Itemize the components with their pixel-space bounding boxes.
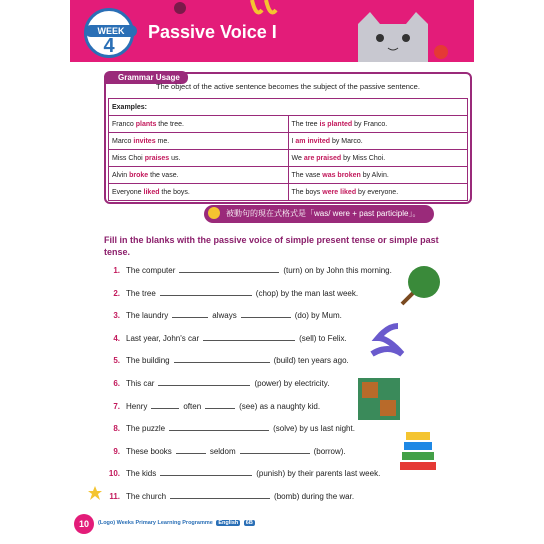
- example-row: [109, 184, 468, 201]
- question-number: 4.: [113, 333, 120, 343]
- answer-blank[interactable]: [151, 398, 179, 409]
- active-sentence: [109, 184, 289, 201]
- question-text: (bomb) during the war.: [274, 492, 355, 501]
- sentence-text: The vase: [291, 171, 323, 179]
- question-row: [104, 262, 392, 276]
- question-text: (see) as a naughty kid.: [239, 401, 321, 411]
- question-row: [104, 375, 329, 389]
- verb-highlight: liked: [143, 188, 160, 196]
- tip-text: 被動句的現在式格式是「was/ were + past participle」。: [226, 209, 421, 218]
- question-text: The kids: [126, 469, 157, 479]
- passive-sentence: [288, 150, 468, 167]
- question-number: 7.: [113, 401, 120, 411]
- series-logo: (Logo): [98, 520, 116, 526]
- question-text: (do) by Mum.: [294, 311, 342, 321]
- question-row: [104, 330, 347, 344]
- sentence-text: by Alvin.: [360, 171, 389, 179]
- star-icon: [88, 486, 102, 500]
- claw-icon: [248, 0, 278, 24]
- question-text: (sell) to Felix.: [299, 333, 347, 343]
- question-text: (power) by electricity.: [254, 379, 330, 388]
- question-text: (borrow).: [313, 446, 346, 456]
- example-row: [109, 167, 468, 184]
- grammar-description: The object of the active sentence becomes the subject of the passive sentence.: [156, 82, 420, 91]
- question-number: 3.: [113, 311, 120, 321]
- verb-highlight: are praised: [303, 154, 342, 162]
- sentence-text: by Franco.: [352, 120, 388, 128]
- grammar-usage-tab: Grammar Usage: [104, 71, 188, 84]
- page-title: Passive Voice I: [148, 22, 277, 42]
- exercise-instruction: Fill in the blanks with the passive voice of simple present tense or simple past tense.: [104, 235, 439, 257]
- footer-series: [98, 520, 255, 526]
- question-number: 11.: [109, 492, 120, 501]
- sentence-text: us.: [169, 154, 181, 162]
- question-text: seldom: [209, 446, 236, 456]
- answer-blank[interactable]: [176, 443, 206, 454]
- grammar-usage-box: [104, 72, 472, 204]
- passive-sentence: [288, 167, 468, 184]
- answer-blank[interactable]: [172, 307, 208, 318]
- active-sentence: [109, 133, 289, 150]
- sentence-text: Franco: [112, 120, 136, 128]
- question-number: 10.: [108, 469, 120, 479]
- sentence-text: Everyone: [112, 188, 144, 196]
- question-number: 1.: [113, 266, 120, 275]
- passive-sentence: [288, 133, 468, 150]
- example-row: [109, 150, 468, 167]
- verb-highlight: plants: [135, 120, 157, 128]
- sentence-text: I: [291, 137, 296, 145]
- week-badge: [84, 8, 134, 58]
- example-row: [109, 116, 468, 133]
- question-text: (turn) on by John this morning.: [283, 266, 392, 275]
- subject-tag: English: [218, 520, 239, 526]
- examples-label: Examples:: [109, 99, 468, 116]
- sentence-text: The tree: [291, 120, 320, 128]
- week-number: 4: [103, 35, 115, 57]
- sentence-text: Marco: [112, 137, 134, 145]
- verb-highlight: was broken: [322, 171, 361, 179]
- sentence-text: the vase.: [148, 171, 179, 179]
- answer-blank[interactable]: [160, 285, 252, 296]
- question-row: [104, 307, 342, 321]
- tree-icon: [394, 262, 444, 306]
- answer-blank[interactable]: [179, 262, 279, 273]
- answer-blank[interactable]: [174, 352, 270, 363]
- answer-blank[interactable]: [203, 330, 295, 341]
- question-text: This car: [126, 379, 155, 388]
- sentence-text: Alvin: [112, 171, 130, 179]
- snake-icon: [368, 318, 408, 358]
- week-label: WEEK: [85, 25, 137, 37]
- question-text: (chop) by the man last week.: [255, 288, 359, 298]
- question-row: [104, 443, 346, 457]
- active-sentence: [109, 167, 289, 184]
- question-text: The building: [126, 356, 170, 366]
- examples-table: [108, 98, 468, 201]
- verb-highlight: praises: [144, 154, 170, 162]
- books-icon: [398, 428, 440, 474]
- question-row: [104, 352, 349, 366]
- sentence-text: the boys.: [159, 188, 190, 196]
- question-row: [104, 465, 380, 479]
- answer-blank[interactable]: [240, 443, 310, 454]
- sentence-text: by Marco.: [330, 137, 363, 145]
- sentence-text: by Miss Choi.: [341, 154, 386, 162]
- sentence-text: We: [291, 154, 304, 162]
- answer-blank[interactable]: [169, 420, 269, 431]
- sentence-text: me.: [155, 137, 170, 145]
- answer-blank[interactable]: [241, 307, 291, 318]
- worksheet-page: [70, 0, 474, 544]
- question-text: Last year, John's car: [126, 333, 200, 343]
- active-sentence: [109, 116, 289, 133]
- answer-blank[interactable]: [170, 488, 270, 499]
- question-row: [104, 398, 320, 412]
- verb-highlight: is planted: [319, 120, 353, 128]
- question-number: 5.: [113, 356, 120, 366]
- page-footer: [74, 514, 314, 534]
- question-text: Henry: [126, 401, 148, 411]
- sentence-text: the tree.: [156, 120, 184, 128]
- apple-icon: [432, 42, 450, 60]
- question-number: 6.: [113, 379, 120, 388]
- passive-sentence: [288, 116, 468, 133]
- cat-icon: [348, 10, 438, 62]
- question-text: The puzzle: [126, 424, 166, 434]
- question-number: 9.: [113, 446, 120, 456]
- answer-blank[interactable]: [158, 375, 250, 386]
- question-text: The laundry: [126, 311, 169, 321]
- question-text: (punish) by their parents last week.: [256, 469, 381, 479]
- answer-blank[interactable]: [160, 465, 252, 476]
- verb-highlight: broke: [129, 171, 149, 179]
- page-number: 10: [74, 514, 94, 534]
- example-row: [109, 133, 468, 150]
- verb-highlight: am invited: [295, 137, 331, 145]
- question-text: These books: [126, 446, 172, 456]
- question-row: [104, 420, 355, 434]
- grammar-tip: [204, 205, 434, 223]
- series-name: Weeks Primary Learning Programme: [116, 520, 213, 526]
- question-text: (build) ten years ago.: [273, 356, 349, 366]
- question-row: [104, 285, 358, 299]
- question-text: always: [212, 311, 237, 321]
- question-number: 2.: [113, 288, 120, 298]
- question-text: The tree: [126, 288, 156, 298]
- question-number: 8.: [113, 424, 120, 434]
- lightbulb-icon: [208, 207, 220, 219]
- sentence-text: The boys: [291, 188, 323, 196]
- answer-blank[interactable]: [205, 398, 235, 409]
- grade-tag: 6B: [245, 520, 253, 526]
- gear-icon: [170, 0, 190, 20]
- page-header: [70, 0, 474, 62]
- passive-sentence: [288, 184, 468, 201]
- question-text: The computer: [126, 266, 176, 275]
- sentence-text: Miss Choi: [112, 154, 145, 162]
- verb-highlight: were liked: [322, 188, 357, 196]
- question-text: The church: [126, 492, 167, 501]
- active-sentence: [109, 150, 289, 167]
- question-row: [104, 488, 354, 502]
- question-text: (solve) by us last night.: [273, 424, 355, 434]
- sentence-text: by everyone.: [356, 188, 399, 196]
- question-text: often: [183, 401, 202, 411]
- verb-highlight: invites: [133, 137, 156, 145]
- puzzle-icon: [358, 378, 400, 420]
